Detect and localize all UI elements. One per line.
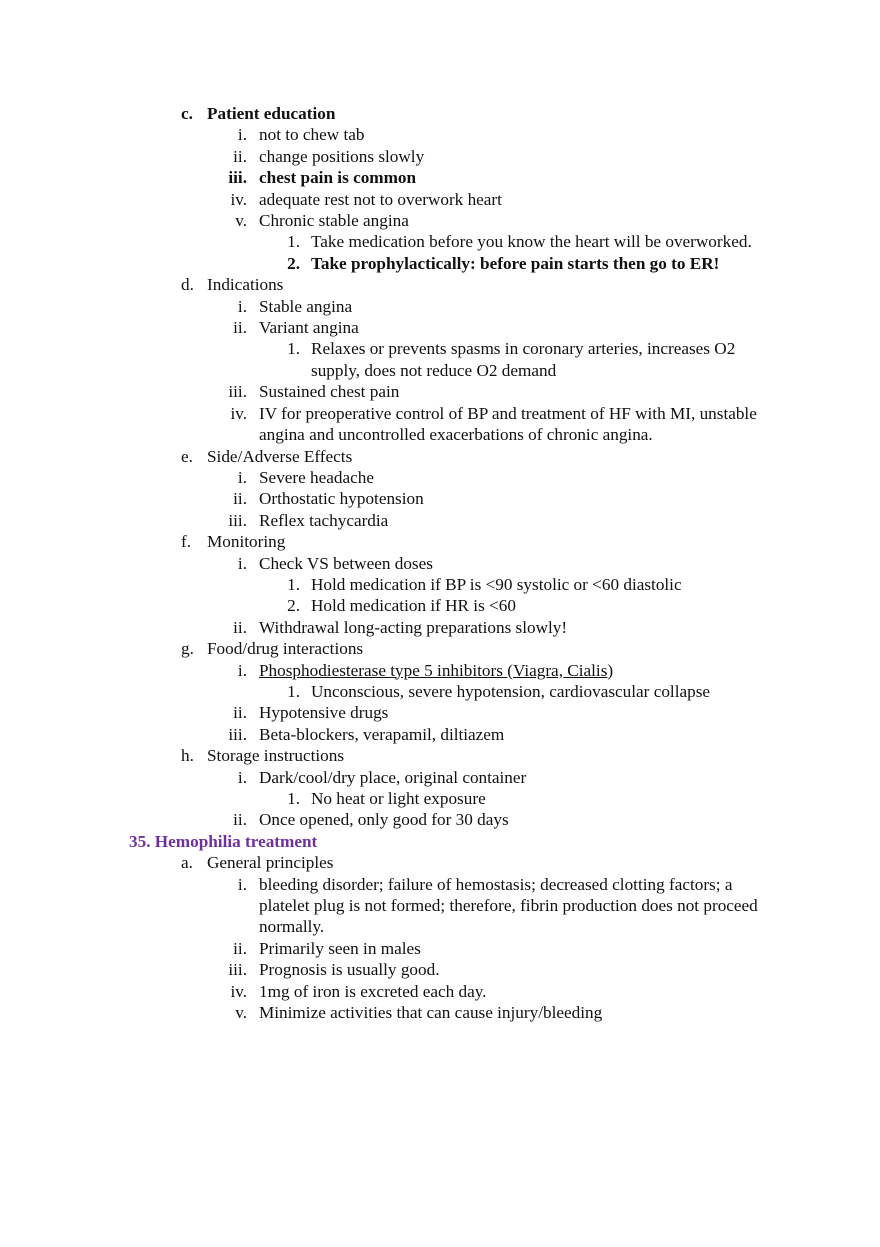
list-item [0, 788, 880, 809]
list-marker: iii. [228, 168, 247, 188]
list-marker: ii. [233, 617, 247, 637]
list-item [0, 638, 880, 659]
list-item-text: General principles [207, 853, 334, 873]
list-item-text: Primarily seen in males [259, 938, 421, 958]
list-item [0, 103, 880, 124]
list-item-text: Beta-blockers, verapamil, diltiazem [259, 724, 505, 744]
list-item-text: bleeding disorder; failure of hemostasis; decreased clotting factors; a platelet plug is not formed; therefore, fibrin production does not proceed normally. [259, 874, 758, 937]
list-item [0, 231, 880, 252]
list-item [0, 510, 880, 531]
list-item-text: Dark/cool/dry place, original container [259, 767, 527, 787]
list-marker: f. [181, 532, 192, 552]
list-item [0, 702, 880, 723]
list-item [0, 874, 880, 938]
list-marker: 2. [287, 596, 300, 616]
list-marker: i. [237, 553, 247, 573]
list-item-text: Once opened, only good for 30 days [259, 810, 509, 830]
list-marker: 2. [287, 253, 300, 273]
list-item-text: Storage instructions [207, 746, 345, 766]
list-marker: 1. [287, 339, 300, 359]
list-marker: iv. [230, 403, 247, 423]
list-item-text: Stable angina [259, 296, 353, 316]
list-item-text: No heat or light exposure [311, 789, 486, 808]
list-marker: ii. [233, 146, 247, 166]
list-item [0, 296, 880, 317]
list-item [0, 660, 880, 681]
list-item-text: Phosphodiesterase type 5 inhibitors (Viagra, Cialis) [259, 660, 614, 680]
list-marker: e. [181, 446, 193, 466]
list-item [0, 767, 880, 788]
list-item-text: not to chew tab [259, 125, 365, 145]
list-marker: h. [181, 746, 194, 766]
list-marker: 1. [287, 232, 300, 252]
list-item [0, 745, 880, 766]
list-marker: c. [181, 104, 193, 123]
list-marker: a. [181, 853, 193, 873]
list-item-text: Orthostatic hypotension [259, 489, 424, 509]
list-item-text: Variant angina [259, 318, 359, 338]
list-marker: i. [237, 125, 247, 145]
list-item-text: Prognosis is usually good. [259, 960, 440, 980]
list-item-text: Indications [207, 275, 284, 295]
list-item [0, 724, 880, 745]
list-item [0, 617, 880, 638]
list-marker: v. [235, 211, 247, 231]
list-item-text: change positions slowly [259, 146, 425, 166]
list-item-text: adequate rest not to overwork heart [259, 189, 502, 209]
list-marker: iv. [230, 981, 247, 1001]
list-item-text: Take prophylactically: before pain starts then go to ER! [311, 253, 720, 273]
list-marker: 1. [287, 574, 300, 594]
list-item [0, 574, 880, 595]
list-item [0, 467, 880, 488]
list-item [0, 681, 880, 702]
list-marker: iii. [228, 382, 247, 402]
list-marker: 1. [287, 681, 300, 701]
list-item-text: Unconscious, severe hypotension, cardiovascular collapse [311, 681, 711, 701]
list-marker: i. [237, 296, 247, 316]
list-marker: ii. [233, 489, 247, 509]
list-item-text: Relaxes or prevents spasms in coronary arteries, increases O2 supply, does not reduce O2 demand [311, 339, 736, 380]
list-item-text: Patient education [207, 104, 336, 123]
section-heading [0, 831, 880, 852]
list-item-text: Reflex tachycardia [259, 510, 389, 530]
list-item [0, 274, 880, 295]
list-item-text: Side/Adverse Effects [207, 446, 353, 466]
list-marker: i. [237, 767, 247, 787]
list-item [0, 146, 880, 167]
list-item-text: Minimize activities that can cause injury/bleeding [259, 1003, 603, 1023]
list-item-text: Check VS between doses [259, 553, 433, 573]
list-item-text: Food/drug interactions [207, 639, 364, 659]
list-marker: i. [237, 874, 247, 894]
list-item [0, 1002, 880, 1023]
list-item [0, 317, 880, 338]
list-item-text: 1mg of iron is excreted each day. [259, 981, 487, 1001]
list-marker: iii. [228, 510, 247, 530]
list-item-text: Hypotensive drugs [259, 703, 389, 723]
list-marker: g. [181, 639, 194, 659]
list-marker: iii. [228, 724, 247, 744]
list-item-text: IV for preoperative control of BP and treatment of HF with MI, unstable angina and uncontrolled exacerbations of chronic angina. [259, 403, 757, 445]
list-item-text: chest pain is common [259, 168, 417, 188]
list-marker: i. [237, 467, 247, 487]
list-item [0, 531, 880, 552]
list-marker: ii. [233, 318, 247, 338]
list-marker: ii. [233, 938, 247, 958]
list-item-text: 35. Hemophilia treatment [129, 831, 318, 851]
list-item-text: Monitoring [207, 532, 286, 552]
list-item [0, 595, 880, 616]
list-item [0, 959, 880, 980]
list-item [0, 553, 880, 574]
list-item [0, 938, 880, 959]
list-marker: iv. [230, 189, 247, 209]
list-item [0, 253, 880, 274]
list-item [0, 124, 880, 145]
list-item-text: Chronic stable angina [259, 211, 409, 231]
list-item-text: Take medication before you know the heart will be overworked. [311, 232, 752, 252]
list-item [0, 381, 880, 402]
list-item-text: Severe headache [259, 467, 374, 487]
list-marker: v. [235, 1003, 247, 1023]
list-item [0, 167, 880, 188]
list-item [0, 189, 880, 210]
list-item [0, 809, 880, 830]
list-item [0, 852, 880, 873]
list-marker: 1. [287, 789, 300, 808]
list-item-text: Withdrawal long-acting preparations slowly! [259, 617, 568, 637]
list-marker: i. [237, 660, 247, 680]
list-marker: d. [181, 275, 194, 295]
list-item [0, 403, 880, 446]
outline-list [0, 103, 880, 1023]
list-marker: ii. [233, 810, 247, 830]
list-item [0, 446, 880, 467]
list-item [0, 210, 880, 231]
list-item [0, 488, 880, 509]
list-item [0, 981, 880, 1002]
list-marker: ii. [233, 703, 247, 723]
list-item-text: Hold medication if HR is <60 [311, 596, 516, 616]
list-item [0, 338, 880, 381]
list-item-text: Hold medication if BP is <90 systolic or <60 diastolic [311, 574, 682, 594]
list-item-text: Sustained chest pain [259, 382, 400, 402]
list-marker: iii. [228, 960, 247, 980]
